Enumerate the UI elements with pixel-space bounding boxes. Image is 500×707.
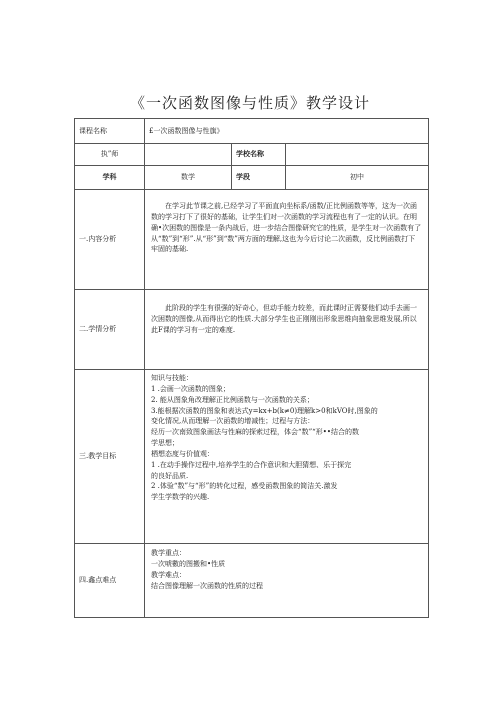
key-points-row <box>75 544 429 618</box>
objectives-line: 栖想态度与价值观： <box>151 449 214 458</box>
teacher-value <box>145 144 232 166</box>
stage-label: 学段 <box>232 166 286 190</box>
objectives-line: 1 .在动手操作过程中,培养学生的合作意识和大胆猜想、乐于探完 <box>151 460 352 469</box>
objectives-row <box>75 370 429 544</box>
stage-value: 初中 <box>286 166 429 190</box>
course-name-row <box>75 119 429 144</box>
course-name-value: £一次函数图像与性旗》 <box>145 119 429 144</box>
lesson-plan-table <box>74 118 429 618</box>
objectives-line: 2 .体验“数”与“形”的转化过程，感受函数图象的简洁关.激发 <box>151 482 338 491</box>
objectives-line: 经历一次南致图象画法与性麻的探索过程，体会“数”“形••结合的数 <box>151 428 359 437</box>
learner-analysis-label: 二.学情分析 <box>75 290 145 370</box>
objectives-line: 学思想； <box>151 439 179 448</box>
objectives-line: 变化情况,从而理解一次函数的增减性；过程与方法： <box>151 417 315 426</box>
objectives-line: 3.能根据次函数的图象和表达式y=kx+b(k≠0)理解k>0和kVO时,图象的 <box>151 406 378 415</box>
objectives-line: 2. 能从图象角改理解正比例函数与一次函数的关系； <box>151 395 314 404</box>
content-analysis-text: 在学习此节课之前,已经学习了平面直向坐标系/函数/正比例函数等等，这为一次函数的学习打下了很好的基础，让学生们对一次函数的学习流程也有了一定的认识。在明确•次困数的图像是一条内战后，进一步结合图像研究它的性质，是学生对一次函数有了从“数”到“形”.从“形”到“数”两方面的理解,这也为今后讨论二次函数，反比例函数打下牢固的基础. <box>151 202 422 254</box>
learner-analysis-row <box>75 290 429 370</box>
key-points-line: 结合图像理解一次函数的性质的过程 <box>151 581 263 590</box>
teacher-row <box>75 144 429 166</box>
key-points-line: 教学重点： <box>151 549 186 557</box>
key-points-line: 一次唬數的图搬和•性质 <box>151 559 226 568</box>
key-points-line: 教学难点： <box>151 570 186 579</box>
content-analysis-row <box>75 190 429 290</box>
key-points-label: 四.鑫点难点 <box>75 544 145 618</box>
subject-value: 数学 <box>145 166 232 190</box>
objectives-line: 学生学数学的兴趣. <box>151 493 210 502</box>
objectives-line: 知识与技能： <box>151 374 193 382</box>
school-name-label: 学校名称 <box>232 144 286 166</box>
learner-analysis-text: 此阶段的学生有很强的好奇心，但动手能力较差，而此课时正需要他们动手去画一次困数的图像,从而得出它的性质.大部分学生也正刚刚出形象思维向抽象思维发展,所以此F课的学习有一定的难度. <box>151 304 417 334</box>
subject-label: 学科 <box>75 166 145 190</box>
objectives-line: 1 .会画一次函数的图象； <box>151 384 230 393</box>
school-name-value <box>286 144 429 166</box>
objectives-label: 三.教学目标 <box>75 370 145 544</box>
objectives-line: 的良好品质. <box>151 471 189 480</box>
content-analysis-label: 一.内容分析 <box>75 190 145 290</box>
document-title: 《一次函数图像与性质》教学设计 <box>129 94 370 112</box>
teacher-label: 执”师 <box>75 144 145 166</box>
subject-row <box>75 166 429 190</box>
course-name-label: 课程名称 <box>75 119 145 144</box>
